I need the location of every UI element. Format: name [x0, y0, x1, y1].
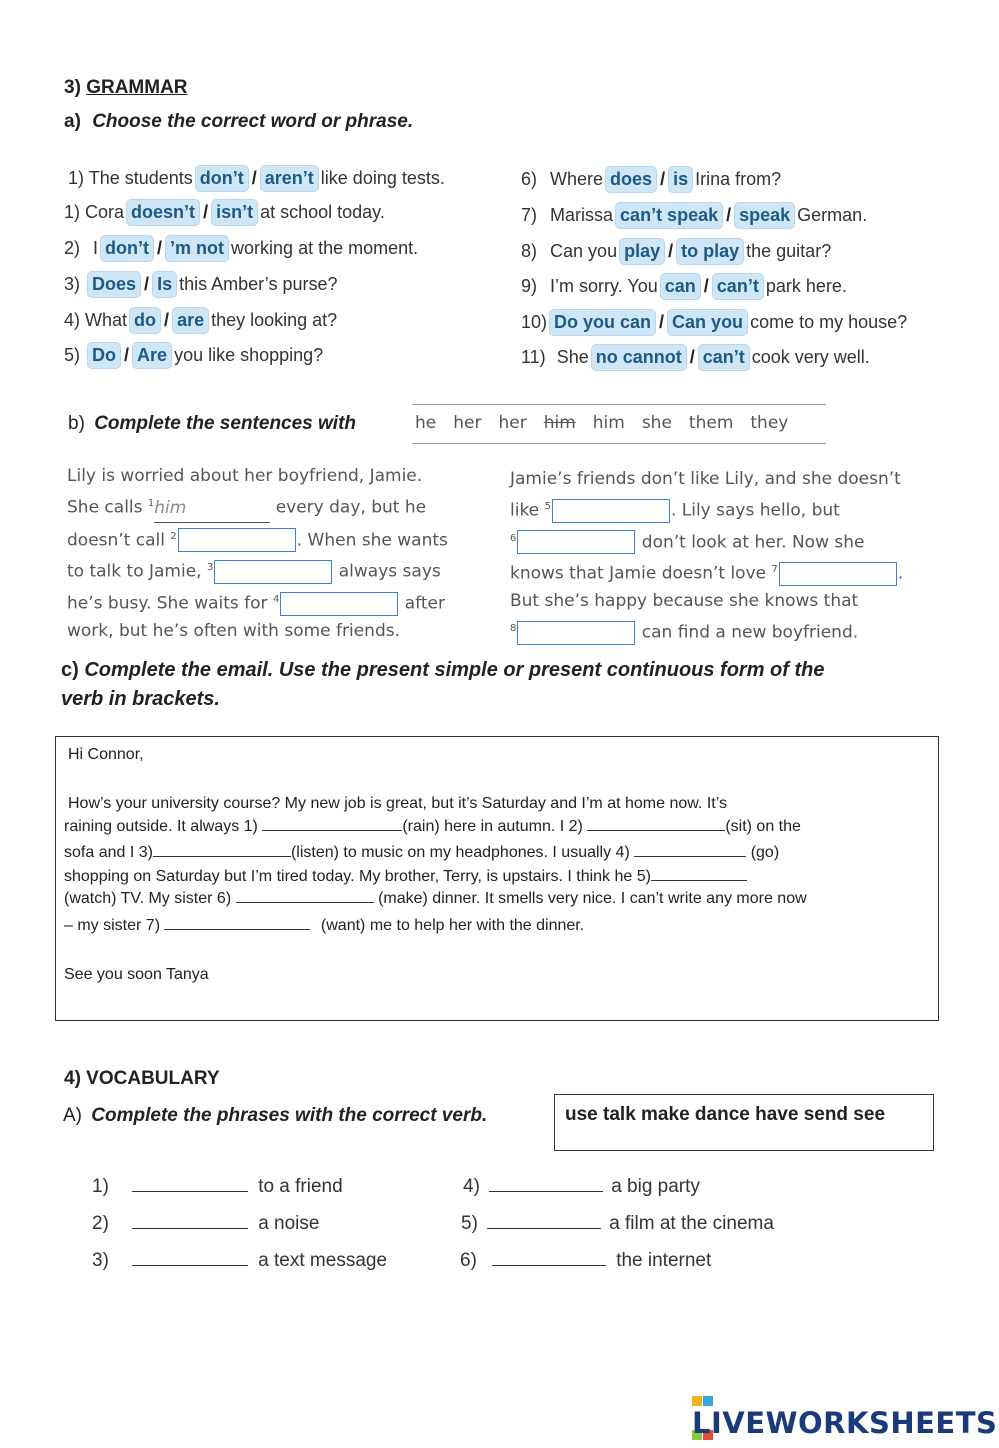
word-bank [412, 404, 826, 444]
option-1[interactable]: no cannot [591, 344, 687, 371]
word-bank-item: him [592, 413, 625, 433]
option-2[interactable]: can’t [712, 273, 764, 300]
vocab-item: 2) a noise [92, 1213, 320, 1234]
logo-text: LIVEWORKSHEETS [692, 1406, 998, 1440]
option-2[interactable]: Are [132, 342, 172, 369]
grammar-item: 8) Can you play / to play the guitar? [521, 238, 831, 265]
grammar-item: 9) I’m sorry. You can / can’t park here. [521, 273, 847, 300]
word-bank-item: he [415, 413, 437, 433]
instruction-text: Complete the phrases with the correct verb. [91, 1105, 488, 1126]
answer-input-7[interactable] [779, 562, 897, 586]
vocab-item: 5) a film at the cinema [461, 1213, 774, 1234]
option-2[interactable]: to play [676, 238, 744, 265]
email-blank-2[interactable] [587, 830, 725, 831]
grammar-item: 1) The students don’t / aren’t like doing tests. [68, 165, 445, 192]
option-2[interactable]: Is [152, 271, 177, 298]
instruction-text: Complete the email. Use the present simple or present continuous form of the [84, 659, 825, 681]
option-1[interactable]: Do [87, 342, 121, 369]
word-bank-item: she [641, 413, 672, 433]
vocab-blank-2[interactable] [132, 1228, 248, 1229]
word-bank-item-used: him [543, 413, 576, 433]
vocab-blank-4[interactable] [489, 1191, 603, 1192]
part-letter: b) [68, 413, 85, 434]
example-answer: him [154, 495, 270, 523]
vocab-item: 1) to a friend [92, 1176, 343, 1197]
option-2[interactable]: is [668, 166, 693, 193]
vocab-item: 3) a text message [92, 1250, 388, 1271]
part-a-instruction [64, 111, 413, 133]
option-1[interactable]: can’t speak [615, 202, 723, 229]
liveworksheets-logo [692, 1372, 999, 1440]
option-2[interactable]: can’t [698, 344, 750, 371]
email-blank-7[interactable] [164, 929, 310, 930]
part-letter: A) [63, 1105, 82, 1126]
email-greeting: Hi Connor, [68, 746, 144, 763]
option-1[interactable]: don’t [195, 165, 249, 192]
option-1[interactable]: Does [87, 271, 141, 298]
grammar-item: 10) Do you can / Can you come to my house? [521, 309, 907, 336]
option-2[interactable]: Can you [667, 309, 748, 336]
vocab-blank-5[interactable] [487, 1228, 601, 1229]
story-right: Jamie’s friends don’t like Lily, and she doesn’t like $^5$ . Lily says hello, but $^6$ don’t look at her. Now she knows that Jamie doesn’t love $^7$ . But she’s happy because she knows that $^8$ can find a new boyfriend. [510, 469, 904, 643]
vocab-instruction [63, 1105, 487, 1127]
part-c-instruction [61, 659, 825, 682]
vocab-item: 4) a big party [463, 1176, 700, 1197]
option-1[interactable]: doesn’t [126, 199, 200, 226]
email-blank-6[interactable] [236, 902, 374, 903]
email-box: Hi Connor, How’s your university course? My new job is great, but it’s Saturday and I’m at home now. It’s raining outside. It always 1) (rain) here in autumn. I 2) (sit) on the sofa and I 3) (listen) to music on my headphones. I usually 4) (go) shopping on Saturday but I’m tired today. My brother, Terry, is upstairs. I think he 5) (watch) TV. My sister 6) (make) dinner. It smells very nice. I can’t write any more now – my sister 7) (want) me to help her with the dinner. See you soon Tanya [55, 736, 939, 1021]
instruction-text: Choose the correct word or phrase. [92, 111, 414, 132]
option-2[interactable]: ’m not [165, 235, 229, 262]
word-bank-item: her [498, 413, 527, 433]
vocab-blank-6[interactable] [492, 1265, 606, 1266]
word-bank-item: them [688, 413, 734, 433]
email-signoff: See you soon Tanya [64, 966, 209, 983]
section-number: 3) [64, 77, 81, 98]
option-1[interactable]: can [660, 273, 701, 300]
option-1[interactable]: do [129, 307, 161, 334]
grammar-item: 7) Marissa can’t speak / speak German. [521, 202, 867, 229]
option-2[interactable]: aren’t [260, 165, 319, 192]
logo-grid-icon [692, 1380, 714, 1402]
answer-input-4[interactable] [280, 592, 398, 616]
vocab-item: 6) the internet [460, 1250, 712, 1271]
answer-input-6[interactable] [517, 530, 635, 554]
vocab-word-box: use talk make dance have send see [554, 1094, 934, 1151]
email-blank-4[interactable] [634, 856, 746, 857]
part-letter: a) [64, 111, 81, 132]
grammar-item: 6) Where does / is Irina from? [521, 166, 781, 193]
grammar-item: 4) What do / are they looking at? [64, 307, 337, 334]
story-left: Lily is worried about her boyfriend, Jamie. She calls $^1$him every day, but he doesn’t call $^2$ . When she wants to talk to Jamie, $^3$ always says he’s busy. She waits for $^4$ after work, but he’s often with some friends. [67, 466, 448, 641]
option-1[interactable]: Do you can [549, 309, 656, 336]
instruction-text: Complete the sentences with [94, 413, 357, 434]
answer-input-5[interactable] [552, 499, 670, 523]
grammar-item: 2) I don’t / ’m not working at the moment. [64, 235, 418, 262]
part-letter: c) [61, 659, 79, 681]
option-1[interactable]: don’t [100, 235, 154, 262]
word-bank-item: her [453, 413, 482, 433]
section-title: 4) VOCABULARY [64, 1068, 220, 1089]
instruction-text-line2: verb in brackets. [61, 688, 220, 710]
email-blank-1[interactable] [262, 830, 402, 831]
grammar-item: 1) Cora doesn’t / isn’t at school today. [64, 199, 385, 226]
section-title: GRAMMAR [86, 77, 188, 98]
answer-input-2[interactable] [178, 528, 296, 552]
option-2[interactable]: are [172, 307, 209, 334]
grammar-item: 11) She no cannot / can’t cook very well. [521, 344, 870, 371]
email-blank-5[interactable] [651, 880, 747, 881]
answer-input-8[interactable] [517, 621, 635, 645]
option-1[interactable]: play [619, 238, 665, 265]
grammar-item: 5) Do / Are you like shopping? [64, 342, 323, 369]
vocab-blank-3[interactable] [132, 1265, 248, 1266]
option-1[interactable]: does [605, 166, 657, 193]
option-2[interactable]: speak [734, 202, 795, 229]
option-2[interactable]: isn’t [211, 199, 258, 226]
vocab-blank-1[interactable] [132, 1191, 248, 1192]
email-blank-3[interactable] [153, 856, 291, 857]
part-b-instruction [68, 413, 356, 435]
answer-input-3[interactable] [214, 560, 332, 584]
word-bank-item: they [750, 413, 789, 433]
section-heading [64, 77, 188, 99]
grammar-item: 3) Does / Is this Amber’s purse? [64, 271, 338, 298]
